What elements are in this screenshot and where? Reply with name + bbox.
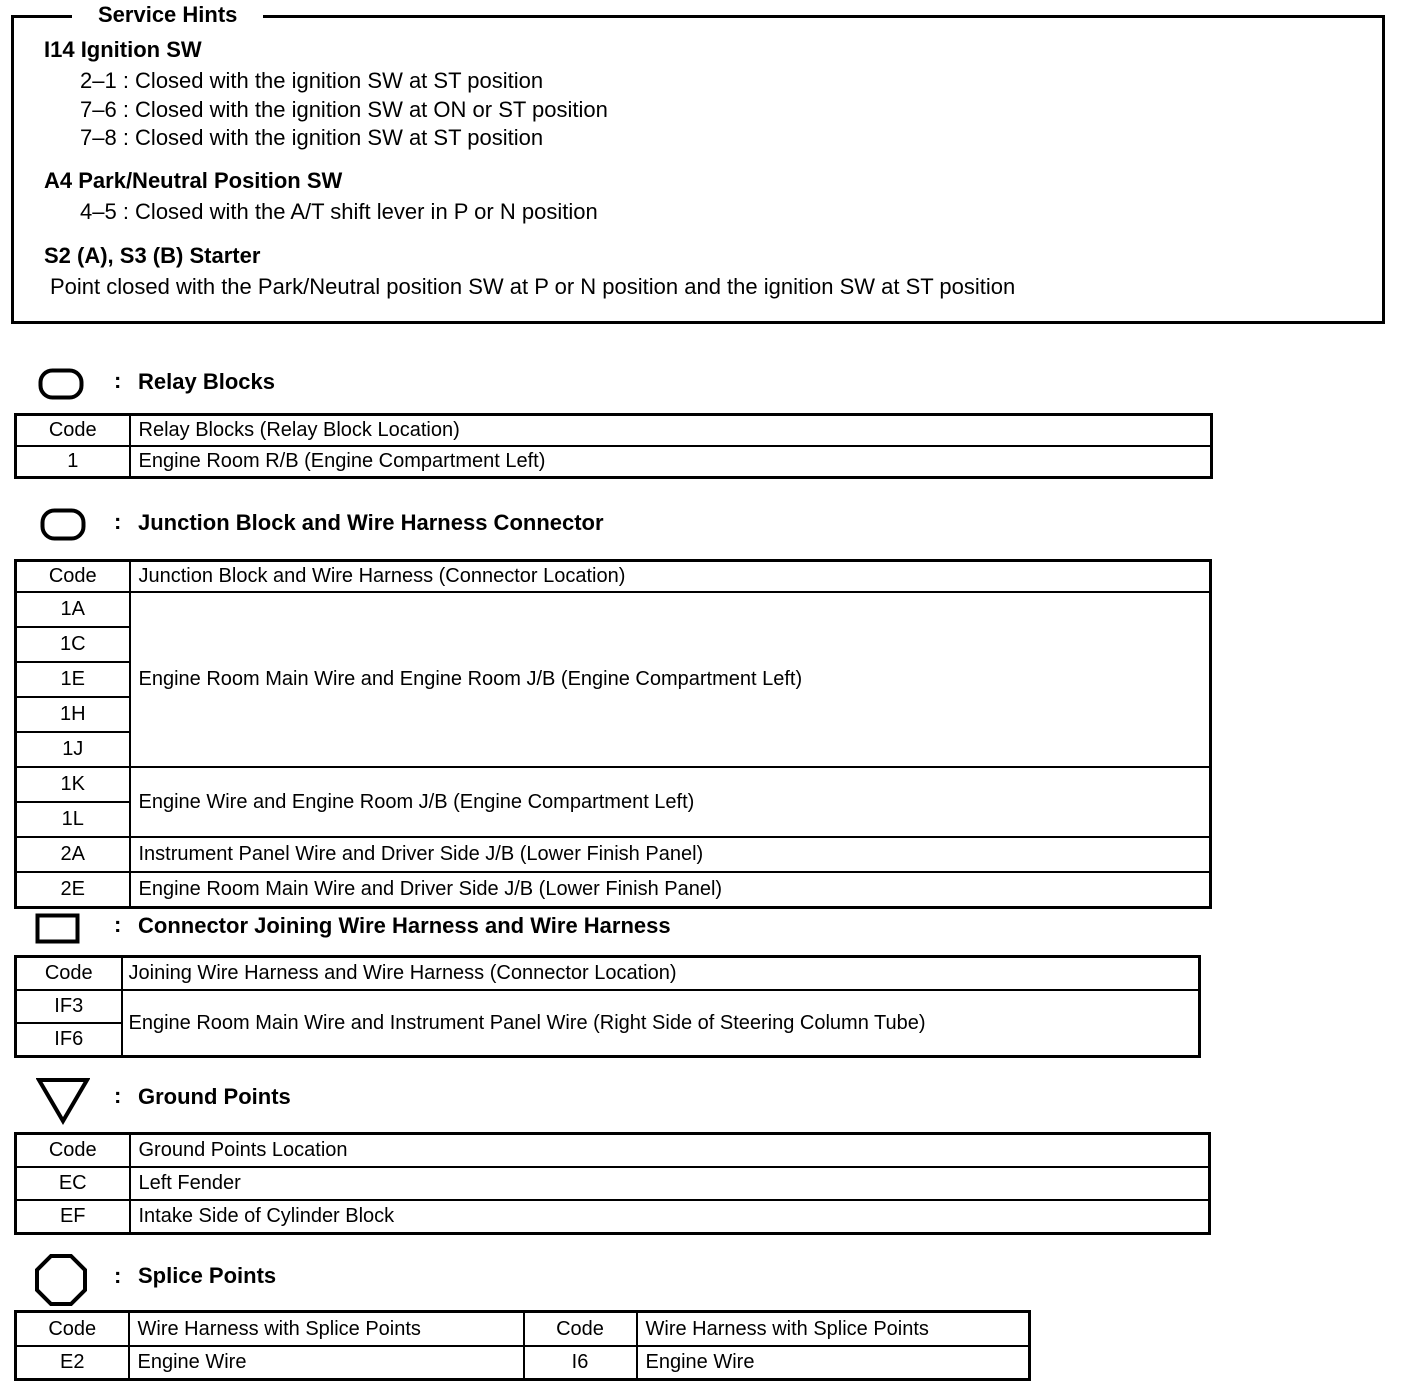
triangle-down-icon bbox=[36, 1077, 90, 1125]
cell-desc: Engine Room Main Wire and Driver Side J/B (Lower Finish Panel) bbox=[130, 872, 1211, 908]
header-desc: Junction Block and Wire Harness (Connector Location) bbox=[130, 561, 1211, 593]
hint-line: 2–1 : Closed with the ignition SW at ST position bbox=[80, 68, 544, 93]
cell-desc: Instrument Panel Wire and Driver Side J/B (Lower Finish Panel) bbox=[130, 837, 1211, 872]
header-desc: Wire Harness with Splice Points bbox=[129, 1312, 524, 1347]
section-title-connectors: Connector Joining Wire Harness and Wire Harness bbox=[138, 913, 671, 938]
section-colon: : bbox=[114, 912, 122, 937]
table-row bbox=[16, 767, 1211, 802]
hint-heading-starter: S2 (A), S3 (B) Starter bbox=[44, 243, 261, 268]
cell-code: 2A bbox=[16, 837, 130, 872]
hint-heading-ignition-sw: I14 Ignition SW bbox=[44, 37, 202, 62]
section-title-relay-blocks: Relay Blocks bbox=[138, 369, 275, 394]
table-row bbox=[16, 446, 1212, 478]
section-title-junction-blocks: Junction Block and Wire Harness Connector bbox=[138, 510, 604, 535]
hint-line: Point closed with the Park/Neutral position SW at P or N position and the ignition SW at ST position bbox=[50, 274, 1016, 299]
table-header-row bbox=[16, 1312, 1030, 1347]
section-colon: : bbox=[114, 368, 122, 393]
header-desc: Wire Harness with Splice Points bbox=[637, 1312, 1030, 1347]
cell-code: 1L bbox=[16, 802, 130, 837]
header-code: Code bbox=[16, 1312, 129, 1347]
section-colon: : bbox=[114, 1263, 122, 1288]
header-desc: Relay Blocks (Relay Block Location) bbox=[130, 415, 1212, 447]
section-title-splice-points: Splice Points bbox=[138, 1263, 277, 1288]
table-header-row bbox=[16, 1134, 1210, 1168]
cell-code: 2E bbox=[16, 872, 130, 908]
header-code: Code bbox=[16, 1134, 130, 1168]
header-desc: Joining Wire Harness and Wire Harness (Connector Location) bbox=[122, 957, 1200, 991]
section-title-ground-points: Ground Points bbox=[138, 1084, 291, 1109]
junction-blocks-table bbox=[14, 559, 1212, 909]
cell-code: 1C bbox=[16, 627, 130, 662]
cell-code: E2 bbox=[16, 1346, 129, 1380]
table-header-row bbox=[16, 957, 1200, 991]
cell-code: 1E bbox=[16, 662, 130, 697]
section-colon: : bbox=[114, 1083, 122, 1108]
hint-line: 4–5 : Closed with the A/T shift lever in P or N position bbox=[80, 199, 598, 224]
cell-code: EF bbox=[16, 1200, 130, 1234]
header-code: Code bbox=[16, 957, 122, 991]
hint-line: 7–6 : Closed with the ignition SW at ON or ST position bbox=[80, 97, 608, 122]
cell-code: IF3 bbox=[16, 990, 122, 1023]
cell-desc: Engine Room Main Wire and Instrument Panel Wire (Right Side of Steering Column Tube) bbox=[122, 990, 1200, 1057]
cell-desc: Engine Room R/B (Engine Compartment Left) bbox=[130, 446, 1212, 478]
cell-desc: Engine Wire bbox=[637, 1346, 1030, 1380]
header-code: Code bbox=[16, 561, 130, 593]
table-header-row bbox=[16, 561, 1211, 593]
cell-desc: Engine Wire and Engine Room J/B (Engine Compartment Left) bbox=[130, 767, 1211, 837]
table-row bbox=[16, 592, 1211, 627]
cell-desc: Engine Wire bbox=[129, 1346, 524, 1380]
cell-code: EC bbox=[16, 1167, 130, 1200]
cell-code: 1K bbox=[16, 767, 130, 802]
cell-code: IF6 bbox=[16, 1023, 122, 1057]
rounded-rect-icon bbox=[38, 368, 84, 402]
relay-blocks-table bbox=[14, 413, 1213, 479]
table-row bbox=[16, 837, 1211, 872]
table-row bbox=[16, 872, 1211, 908]
cell-code: 1 bbox=[16, 446, 130, 478]
hint-heading-park-neutral-sw: A4 Park/Neutral Position SW bbox=[44, 168, 343, 193]
connectors-table bbox=[14, 955, 1201, 1058]
hint-line: 7–8 : Closed with the ignition SW at ST position bbox=[80, 125, 544, 150]
cell-code: 1A bbox=[16, 592, 130, 627]
section-colon: : bbox=[114, 509, 122, 534]
rectangle-icon bbox=[35, 913, 81, 945]
ground-points-table bbox=[14, 1132, 1211, 1235]
table-row bbox=[16, 1346, 1030, 1380]
splice-points-table bbox=[14, 1310, 1031, 1381]
table-row bbox=[16, 1167, 1210, 1200]
table-header-row bbox=[16, 415, 1212, 447]
cell-code: 1J bbox=[16, 732, 130, 767]
cell-desc: Engine Room Main Wire and Engine Room J/B (Engine Compartment Left) bbox=[130, 592, 1211, 767]
header-code: Code bbox=[524, 1312, 637, 1347]
header-desc: Ground Points Location bbox=[130, 1134, 1210, 1168]
octagon-icon bbox=[34, 1253, 88, 1307]
header-code: Code bbox=[16, 415, 130, 447]
rounded-rect-icon bbox=[40, 508, 86, 542]
table-row bbox=[16, 1200, 1210, 1234]
cell-code: I6 bbox=[524, 1346, 637, 1380]
cell-desc: Left Fender bbox=[130, 1167, 1210, 1200]
table-row bbox=[16, 990, 1200, 1023]
cell-desc: Intake Side of Cylinder Block bbox=[130, 1200, 1210, 1234]
cell-code: 1H bbox=[16, 697, 130, 732]
service-hints-title: Service Hints bbox=[72, 2, 263, 28]
